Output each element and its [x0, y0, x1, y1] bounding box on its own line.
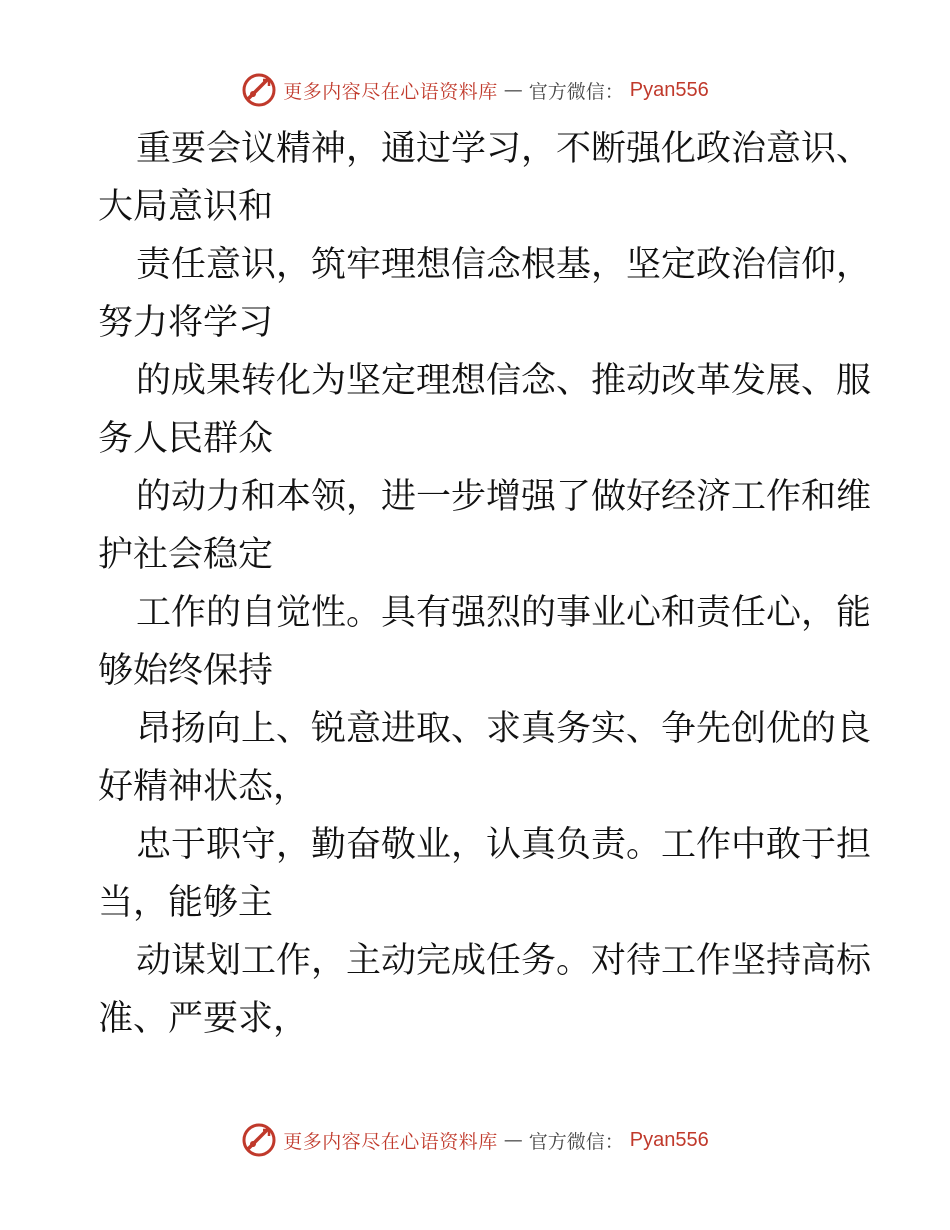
- header-wechat-id: Pyan556: [629, 78, 709, 101]
- text-line: 努力将学习: [98, 303, 274, 343]
- text-line: 务人民群众: [98, 419, 274, 459]
- brand-logo-icon: [241, 1122, 277, 1158]
- text-line: 动谋划工作，主动完成任务。对待工作坚持高标: [136, 941, 872, 981]
- text-line: 护社会稳定: [98, 535, 274, 575]
- footer-separator: —: [503, 1129, 523, 1151]
- header-wechat-label: 官方微信：: [528, 80, 624, 103]
- brand-logo-icon: [241, 72, 277, 108]
- text-line: 重要会议精神，通过学习，不断强化政治意识、: [136, 129, 872, 169]
- footer-wechat-label: 官方微信：: [528, 1130, 624, 1153]
- text-line: 工作的自觉性。具有强烈的事业心和责任心，能: [136, 593, 872, 633]
- text-line: 忠于职守，勤奋敬业，认真负责。工作中敢于担: [136, 825, 872, 865]
- text-line: 的动力和本领，进一步增强了做好经济工作和维: [136, 477, 872, 517]
- text-line: 责任意识，筑牢理想信念根基，坚定政治信仰，: [136, 245, 872, 285]
- text-line: 昂扬向上、锐意进取、求真务实、争先创优的良: [136, 709, 872, 749]
- header-brand-text: 更多内容尽在心语资料库: [283, 80, 498, 103]
- footer-brand-text: 更多内容尽在心语资料库: [283, 1130, 498, 1153]
- footer-banner: [0, 1120, 950, 1160]
- document-body: [98, 120, 872, 1048]
- header-banner: [0, 70, 950, 110]
- text-line: 准、严要求，: [98, 999, 309, 1039]
- footer-wechat-id: Pyan556: [629, 1128, 709, 1151]
- header-separator: —: [503, 79, 523, 101]
- text-line: 当，能够主: [98, 883, 274, 923]
- text-line: 好精神状态，: [98, 767, 309, 807]
- text-line: 的成果转化为坚定理想信念、推动改革发展、服: [136, 361, 872, 401]
- text-line: 够始终保持: [98, 651, 274, 691]
- text-line: 大局意识和: [98, 187, 274, 227]
